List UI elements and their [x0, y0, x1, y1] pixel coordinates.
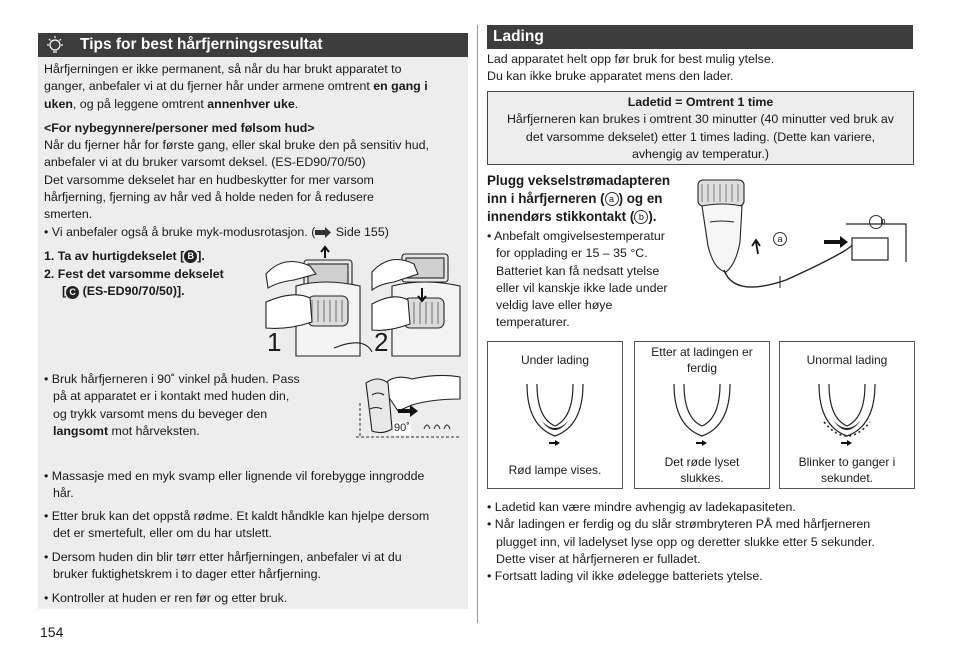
charging-intro: Lad apparatet helt opp før bruk for best mulig ytelse. Du kan ikke bruke apparatet mens den lader.	[487, 52, 775, 84]
note-full-charge: • Når ladingen er ferdig og du slår strømbryteren PÅ med hårfjerneren	[487, 517, 871, 532]
figure-label-2: 2	[374, 327, 389, 357]
tips-heading-bar	[38, 33, 468, 57]
soft-mode-bullet: • Vi anbefaler også å bruke myk-modusrotasjon. ( Side 155)	[44, 225, 389, 239]
badge-c-icon: C	[66, 286, 79, 299]
charging-diagram	[696, 172, 914, 297]
marker-a-icon: a	[605, 192, 619, 206]
lamp-off-icon	[672, 380, 732, 450]
charge-time-title: Ladetid = Omtrent 1 time	[627, 95, 774, 109]
massage-bullet: • Massasje med en myk svamp eller lignende vil forebygge inngrodde hår.	[44, 469, 425, 501]
note-battery: • Fortsatt lading vil ikke ødelegge batteriets ytelse.	[487, 569, 763, 584]
step-1: 1. Ta av hurtigdekselet [ B ].	[44, 249, 205, 263]
page-number: 154	[40, 624, 64, 640]
column-divider	[477, 25, 478, 623]
tips-heading: Tips for best hårfjerningsresultat	[80, 36, 323, 53]
diagram-marker-a: a	[777, 234, 783, 244]
beginners-text: Når du fjerner hår for første gang, eller skal bruke den på sensitiv hud, anbefaler vi at du bruker varsomt deksel. (ES-ED90/70/50) Det varsomme dekselet har en hudbeskytter for mer varsom hårfjerning, fjerning av hår ved å holde neden for å redusere smerten.	[44, 138, 429, 222]
step-2: 2. Fest det varsomme dekselet [ C (ES-ED90/70/50)].	[44, 267, 224, 299]
charging-heading-bar	[487, 25, 913, 49]
intro-line: Hårfjerningen er ikke permanent, så når du har brukt apparatet to	[44, 62, 402, 76]
note-charge-time: • Ladetid kan være mindre avhengig av ladekapasiteten.	[487, 500, 796, 514]
clean-skin-bullet: • Kontroller at huden er ren før og etter bruk.	[44, 591, 288, 605]
state-charging: Under lading Rød lampe vises.	[487, 341, 623, 489]
angle-bullet: • Bruk hårfjerneren i 90˚ vinkel på huden. Pass på at apparatet er i kontakt med huden din, og trykk varsomt mens du beveger den langsomt mot hårveksten.	[44, 372, 300, 438]
tips-lightbulb-icon	[44, 35, 66, 55]
diagram-marker-b: b	[880, 216, 886, 226]
tips-intro	[44, 61, 464, 113]
angle-90-label: 90˚	[394, 422, 410, 434]
intro-line: ganger, anbefaler vi at du fjerner hår under armene omtrent en gang i	[44, 79, 428, 94]
page-arrow-icon	[315, 227, 332, 238]
charging-heading: Lading	[493, 28, 544, 45]
state-charged: Etter at ladingen er ferdig Det røde lyset slukkes.	[634, 341, 770, 489]
plug-instruction: Plugg vekselstrømadapteren inn i hårfjerneren ( a ) og en innendørs stikkontakt ( b ).	[487, 173, 671, 224]
charging-notes: • Ladetid kan være mindre avhengig av ladekapasiteten. • Når ladingen er ferdig og du slår strømbryteren PÅ med hårfjerneren plugget inn, vil ladelyset lyse opp og deretter slukke etter 5 sekunder. Dette viser at hårfjerneren er fulladet. • Fortsatt lading vil ikke ødelegge batteriets ytelse.	[487, 499, 913, 585]
dry-skin-bullet: • Dersom huden din blir tørr etter hårfjerningen, anbefaler vi at du bruker fuktighetskrem i to dager etter hårfjerning.	[44, 550, 402, 582]
redness-bullet: • Etter bruk kan det oppstå rødme. Et kaldt håndkle kan hjelpe dersom det er smertefult, eller om du har utslett.	[44, 509, 430, 541]
state-abnormal: Unormal lading Blinker to ganger i sekundet.	[779, 341, 915, 489]
temperature-bullet: • Anbefalt omgivelsestemperatur for opplading er 15 – 35 °C. Batteriet kan få nedsatt ytelse eller vil kanskje ikke lade under veldig lave eller høye temperaturer.	[487, 229, 668, 330]
figure-label-1: 1	[267, 327, 282, 357]
marker-b-icon: b	[634, 210, 648, 224]
badge-b-icon: B	[184, 250, 197, 263]
lamp-on-icon	[525, 380, 585, 450]
cover-removal-illustration	[264, 244, 464, 356]
lamp-blinking-icon	[812, 380, 882, 450]
charge-time-box: Ladetid = Omtrent 1 time Hårfjerneren kan brukes i omtrent 30 minutter (40 minutter ved bruk av det varsomme dekselet) etter 1 times lading. (Dette kan variere, avhengig av temperatur.)	[487, 91, 914, 165]
intro-line: uken, og på leggene omtrent annenhver uke.	[44, 96, 299, 111]
beginners-heading: <For nybegynnere/personer med følsom hud>	[44, 121, 315, 135]
